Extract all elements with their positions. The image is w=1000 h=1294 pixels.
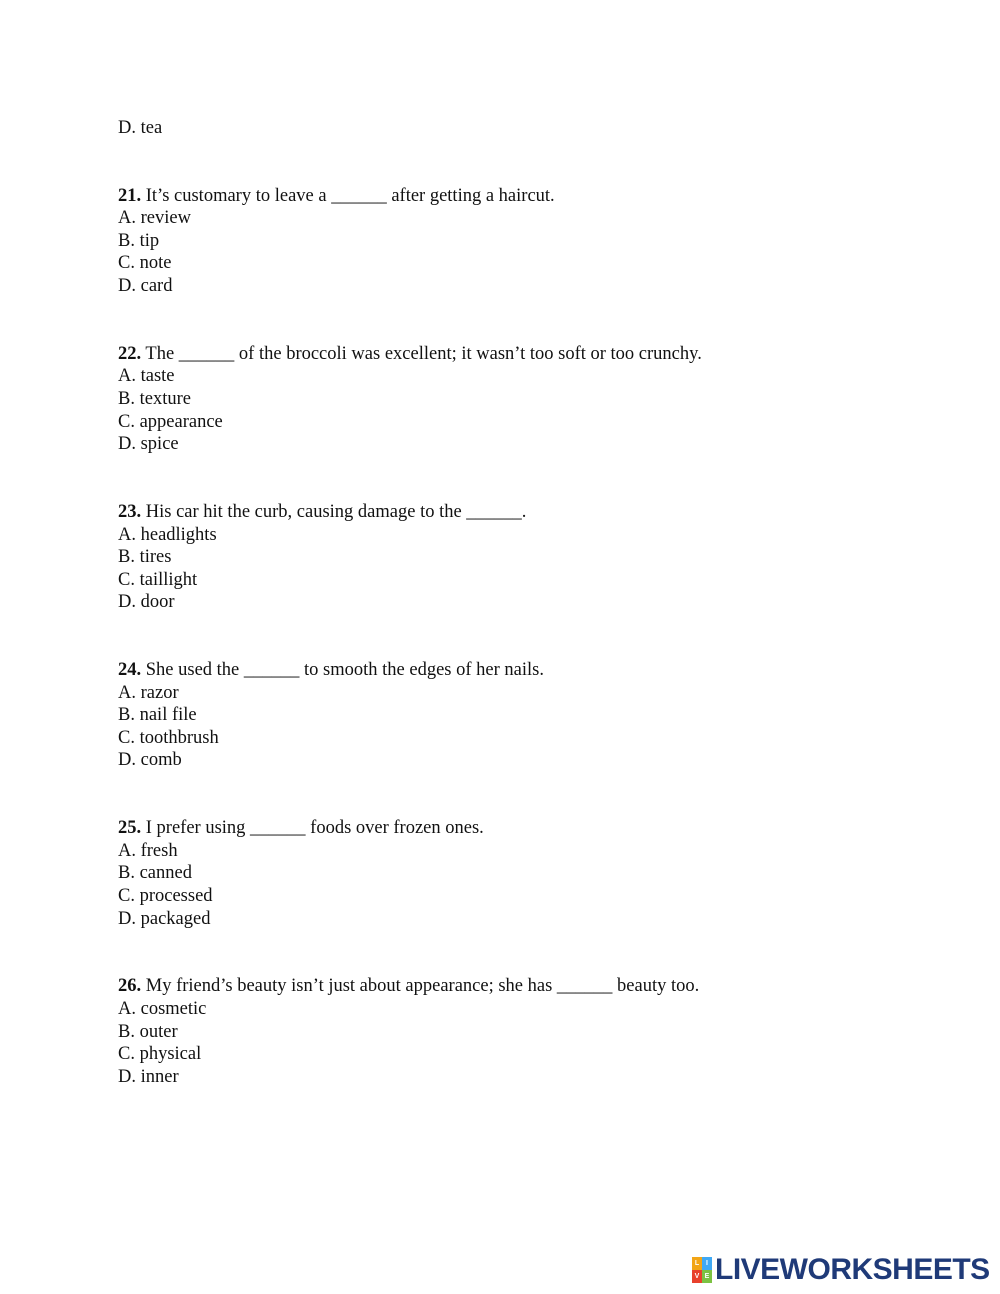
answer-option[interactable]: D. door (118, 592, 175, 613)
answer-option[interactable]: B. outer (118, 1021, 178, 1042)
question-number: 24. (118, 660, 142, 681)
question-21 (118, 185, 958, 298)
answer-option[interactable]: B. nail file (118, 705, 197, 726)
question-text: His car hit the curb, causing damage to the ______. (141, 501, 527, 522)
answer-option[interactable]: C. physical (118, 1044, 202, 1065)
question-text: It’s customary to leave a ______ after getting a haircut. (141, 185, 555, 206)
logo-mark-icon: L I V E (692, 1257, 712, 1283)
question-stem (118, 659, 958, 682)
question-stem (118, 343, 958, 366)
answer-option[interactable]: D. card (118, 275, 173, 296)
answer-option[interactable]: A. headlights (118, 524, 217, 545)
orphan-option: D. tea (118, 118, 163, 138)
answer-option[interactable]: C. processed (118, 886, 213, 906)
question-24 (118, 659, 958, 772)
liveworksheets-logo (692, 1254, 990, 1286)
logo-text: LIVEWORKSHEETS (715, 1253, 990, 1286)
answer-option[interactable]: A. razor (118, 682, 179, 703)
answer-option[interactable]: C. appearance (118, 411, 223, 432)
question-number: 26. (118, 976, 142, 997)
answer-option[interactable]: C. taillight (118, 569, 198, 590)
question-text: She used the ______ to smooth the edges of her nails. (141, 660, 544, 681)
question-26 (118, 975, 958, 1088)
answer-option[interactable]: A. taste (118, 366, 175, 387)
answer-option[interactable]: D. spice (118, 434, 179, 455)
question-stem (118, 975, 958, 998)
question-22 (118, 343, 958, 456)
question-stem (118, 185, 958, 208)
question-text: I prefer using ______ foods over frozen ones. (141, 818, 484, 839)
worksheet-page (118, 117, 958, 1134)
answer-option[interactable]: A. cosmetic (118, 998, 207, 1019)
question-number: 21. (118, 185, 142, 206)
answer-option[interactable]: D. inner (118, 1066, 179, 1087)
question-stem (118, 817, 958, 840)
question-text: My friend’s beauty isn’t just about appearance; she has ______ beauty too. (141, 976, 700, 997)
question-list (118, 185, 958, 1089)
answer-option[interactable]: A. review (118, 208, 191, 229)
answer-option[interactable]: C. note (118, 253, 172, 274)
answer-option[interactable]: B. canned (118, 863, 192, 884)
answer-option[interactable]: B. tip (118, 230, 160, 251)
answer-option[interactable]: D. packaged (118, 908, 211, 929)
question-number: 25. (118, 818, 142, 839)
question-number: 23. (118, 501, 142, 522)
answer-option[interactable]: B. texture (118, 388, 191, 409)
answer-option[interactable]: C. toothbrush (118, 727, 219, 748)
question-text: The ______ of the broccoli was excellent; it wasn’t too soft or too crunchy. (141, 343, 702, 364)
question-23 (118, 501, 958, 614)
answer-option[interactable]: D. comb (118, 750, 182, 771)
answer-option[interactable]: A. fresh (118, 840, 178, 861)
question-25 (118, 817, 958, 930)
answer-option[interactable]: B. tires (118, 547, 172, 568)
question-stem (118, 501, 958, 524)
question-number: 22. (118, 343, 142, 364)
